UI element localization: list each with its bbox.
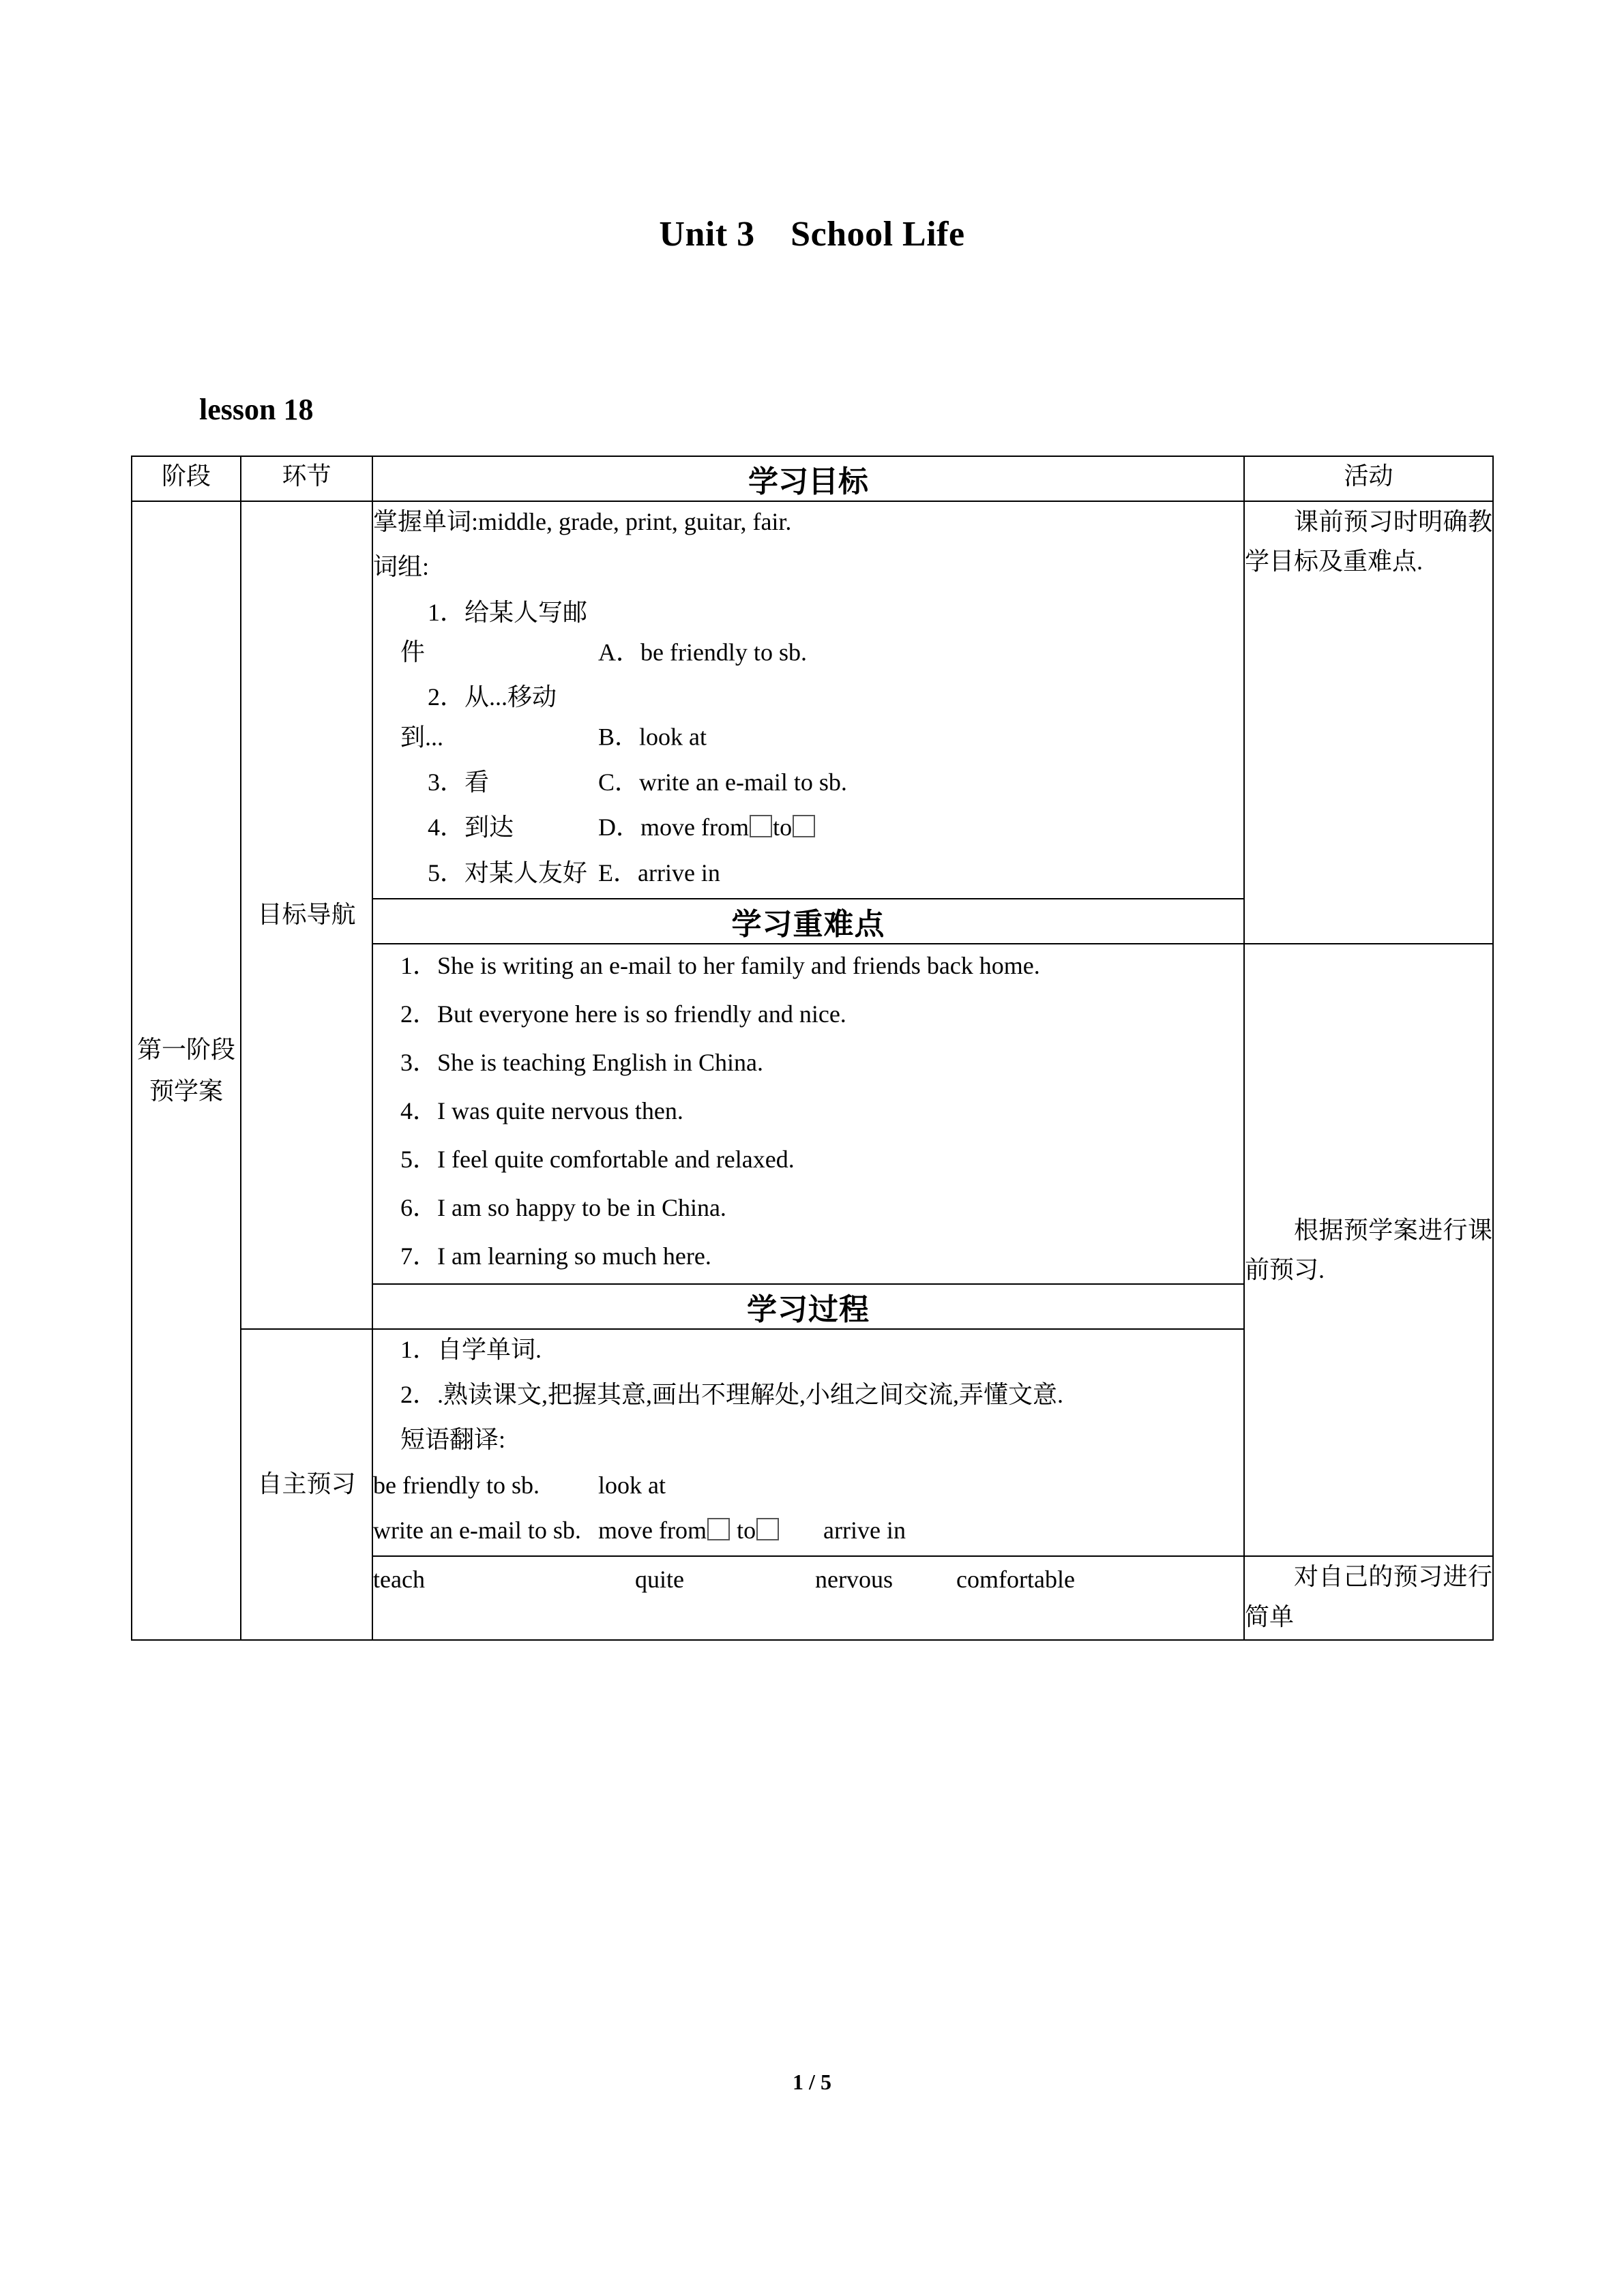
key-point-item: 3．She is teaching English in China. (400, 1048, 763, 1076)
cell-phrase-last-row (372, 1556, 1244, 1640)
key-point-item: 4．I was quite nervous then. (400, 1097, 683, 1124)
phrase-translation-row (373, 1560, 1243, 1599)
match-opt-2: B．look at (598, 723, 707, 751)
missing-glyph-icon (707, 1518, 730, 1540)
header-goal: 学习目标 (372, 456, 1244, 501)
match-pair-row (373, 593, 1243, 672)
phrase-cell: be friendly to sb. (373, 1471, 540, 1499)
missing-glyph-icon (750, 815, 772, 837)
match-pair-row (373, 853, 1243, 893)
table-row (132, 501, 1493, 899)
lesson-plan-table (131, 456, 1494, 1641)
missing-glyph-icon (793, 815, 815, 837)
stage-label-text: 第一阶段预学案 (136, 1035, 235, 1105)
cell-activity-preview (1244, 944, 1493, 1557)
goal-phrases-label: 词组: (373, 553, 430, 581)
match-num-5: 5．对某人友好 (428, 859, 588, 886)
section-title-process: 学习过程 (372, 1284, 1244, 1329)
cell-stage-label (132, 501, 241, 1640)
table-header-row (132, 456, 1493, 501)
key-point-item: 6．I am so happy to be in China. (400, 1193, 726, 1221)
phrase-cell: quite (635, 1566, 684, 1594)
match-pair-row (373, 762, 1243, 802)
match-num-1: 1．给某人写邮件 (400, 598, 588, 666)
phrase-translation-row (373, 1510, 1243, 1550)
phrase-cell: move from to (598, 1510, 823, 1550)
match-opt-1: A．be friendly to sb. (598, 638, 807, 666)
goal-words-line: 掌握单词:middle, grade, print, guitar, fair. (373, 508, 792, 535)
page-title: Unit 3 School Life (659, 215, 965, 254)
process-item-2: 2．.熟读课文,把握其意,画出不理解处,小组之间交流,弄懂文意. (400, 1381, 1064, 1409)
match-pair-row (373, 807, 1243, 847)
header-link: 环节 (241, 456, 372, 501)
cell-link-selfstudy (241, 1329, 372, 1640)
key-point-item: 1．She is writing an e-mail to her family and friends back home. (400, 951, 1040, 979)
key-point-item: 2．But everyone here is so friendly and nice. (400, 1000, 846, 1028)
cell-key-points-list (372, 944, 1244, 1284)
phrase-translation-row (373, 1465, 1243, 1505)
cell-activity-guide (1244, 501, 1493, 944)
match-num-3: 3．看 (428, 768, 490, 796)
match-pair-row (373, 677, 1243, 757)
match-num-4: 4．到达 (428, 814, 514, 841)
header-activity: 活动 (1244, 456, 1493, 501)
match-opt-3: C．write an e-mail to sb. (598, 768, 847, 796)
match-num-2: 2．从...移动到... (400, 683, 557, 751)
phrase-cell: nervous (815, 1566, 893, 1594)
cell-activity-selfcheck (1244, 1556, 1493, 1640)
match-opt-4: D．move from to (598, 814, 816, 841)
link-guide-text: 目标导航 (257, 901, 356, 929)
cell-link-guide (241, 501, 372, 1329)
activity-preview-text: 根据预学案进行课前预习. (1245, 1216, 1492, 1284)
phrase-cell: write an e-mail to sb. (373, 1517, 581, 1545)
link-selfstudy-text: 自主预习 (257, 1470, 356, 1498)
cell-learning-goals (372, 501, 1244, 899)
phrase-cell: look at (598, 1471, 666, 1499)
phrase-cell: comfortable (956, 1566, 1075, 1594)
header-stage: 阶段 (132, 456, 241, 501)
key-point-item: 5．I feel quite comfortable and relaxed. (400, 1145, 795, 1173)
phrase-cell: teach (373, 1566, 425, 1594)
page-footer: 1 / 5 (793, 2070, 831, 2094)
match-opt-5: E．arrive in (598, 859, 720, 886)
activity-selfcheck-text: 对自己的预习进行简单 (1245, 1563, 1492, 1630)
translate-label: 短语翻译: (400, 1426, 506, 1454)
key-point-item: 7．I am learning so much here. (400, 1242, 711, 1270)
phrase-cell: arrive in (823, 1517, 906, 1545)
section-title-key-points: 学习重难点 (372, 899, 1244, 944)
cell-process-steps (372, 1329, 1244, 1557)
lesson-heading: lesson 18 (199, 393, 314, 426)
activity-guide-text: 课前预习时明确教学目标及重难点. (1245, 508, 1492, 576)
process-item-1: 1．自学单词. (400, 1335, 542, 1363)
missing-glyph-icon (756, 1518, 779, 1540)
